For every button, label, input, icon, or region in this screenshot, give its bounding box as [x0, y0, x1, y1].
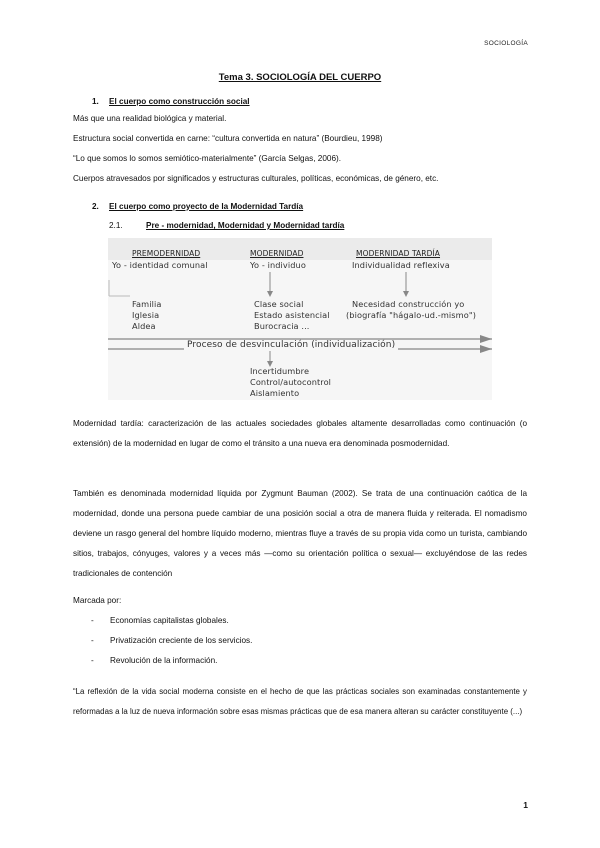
- col1-item: Familia: [132, 299, 162, 309]
- bullet-dash: -: [91, 656, 94, 665]
- section-1-line: “Lo que somos lo somos semiótico-materialmente” (García Selgas, 2006).: [73, 154, 342, 163]
- bullet-item: Economías capitalistas globales.: [110, 616, 229, 625]
- col2-item: Clase social: [254, 299, 304, 309]
- document-title: Tema 3. SOCIOLOGÍA DEL CUERPO: [218, 72, 382, 83]
- section-1-line: Más que una realidad biológica y material.: [73, 114, 227, 123]
- paragraph-quote: “La reflexión de la vida social moderna consiste en el hecho de que las prácticas sociales son examinadas constantemente y reformadas a la luz de nueva información sobre esas mismas prácticas que de esa manera alteran su carácter constituyente (...): [73, 687, 527, 716]
- col-subtitle-modernity: Yo - individuo: [250, 260, 306, 270]
- bullet-item: Revolución de la información.: [110, 656, 218, 665]
- bullet-dash: -: [91, 636, 94, 645]
- process-arrowhead-bottom: [480, 345, 492, 353]
- paragraph-liquid-modernity: También es denominada modernidad líquida por Zygmunt Bauman (2002). Se trata de una continuación caótica de la modernidad, donde una persona puede cambiar de una posición social a otra de manera fluida y reiterada. El nomadismo deviene un rasgo general del hombre líquido moderno, mientras fluye a través de su propia vida como un turista, cambiando sitios, trabajos, cónyuges, valores y a veces más —como su orientación política o sexual— excluyéndose de las redes tradicionales de contención: [73, 489, 527, 578]
- col1-item: Aldea: [132, 321, 156, 331]
- section-2-title: El cuerpo como proyecto de la Modernidad Tardía: [109, 202, 304, 211]
- section-1-line: Estructura social convertida en carne: “cultura convertida en natura” (Bourdieu, 1998): [73, 134, 383, 143]
- col2-item: Burocracia ...: [254, 321, 310, 331]
- col2-item: Estado asistencial: [254, 310, 330, 320]
- col-subtitle-premodernity: Yo - identidad comunal: [112, 260, 208, 270]
- col-subtitle-late-modernity: Individualidad reflexiva: [352, 260, 450, 270]
- col-header-modernity: MODERNIDAD: [250, 249, 304, 258]
- section-1-number: 1.: [92, 97, 99, 106]
- section-1-title: El cuerpo como construcción social: [109, 97, 250, 106]
- subsection-number: 2.1.: [109, 221, 123, 230]
- section-2-number: 2.: [92, 202, 99, 211]
- page-number: 1: [523, 800, 528, 810]
- process-label: Proceso de desvinculación (individualización): [184, 340, 398, 350]
- bullet-item: Privatización creciente de los servicios.: [110, 636, 253, 645]
- marked-by-label: Marcada por:: [73, 596, 122, 605]
- subsection-title: Pre - modernidad, Modernidad y Modernidad tardía: [146, 221, 345, 230]
- col3-item: Necesidad construcción yo: [352, 299, 465, 309]
- col-header-premodernity: PREMODERNIDAD: [132, 249, 201, 258]
- paragraph-late-modernity: Modernidad tardía: caracterización de las actuales sociedades globales altamente desarrolladas como continuación (o extensión) de la modernidad en lugar de como el tránsito a una nueva era denominada posmodernidad.: [73, 419, 527, 448]
- col1-item: Iglesia: [132, 310, 160, 320]
- running-header: SOCIOLOGÍA: [484, 40, 528, 47]
- modernity-diagram: [108, 238, 492, 400]
- process-arrowhead-top: [480, 335, 492, 343]
- col3-item: (biografía "hágalo-ud.-mismo"): [346, 310, 477, 320]
- bullet-dash: -: [91, 616, 94, 625]
- bottom-item: Aislamiento: [250, 388, 300, 398]
- col-header-late-modernity: MODERNIDAD TARDÍA: [356, 249, 441, 258]
- section-1-line: Cuerpos atravesados por significados y estructuras culturales, políticas, económicas, de género, etc.: [73, 174, 439, 183]
- bottom-item: Control/autocontrol: [250, 377, 332, 387]
- bottom-item: Incertidumbre: [250, 366, 310, 376]
